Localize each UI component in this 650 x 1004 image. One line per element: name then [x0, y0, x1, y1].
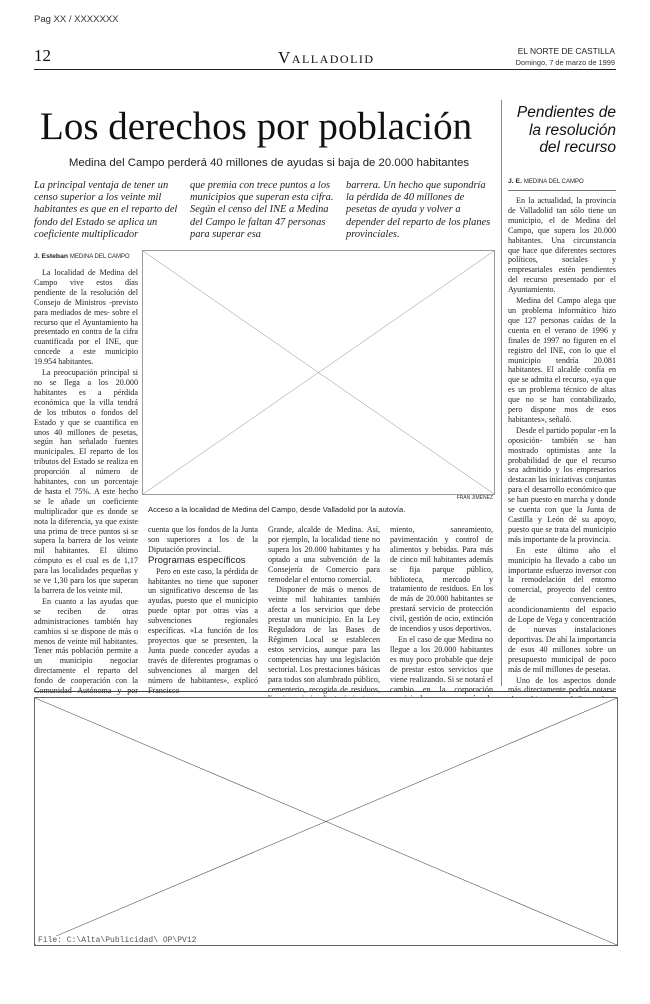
- lead-column-2: que premia con trece puntos a los municipios que superan esta cifra. Según el censo del INE a Medina del Campo le faltan 47 personas para superar esa: [190, 180, 334, 240]
- page-number: 12: [34, 46, 51, 65]
- body-paragraph: cuenta que los fondos de la Junta son superiores a los de la Diputación provincial.: [148, 525, 258, 554]
- body-paragraph: Disponer de más o menos de veinte mil habitantes también afecta a los servicios que debe prestar un municipio. En la Ley Reguladora de las Bases de Régimen Local se establecen estos servicios, aunque para las competencias hay una legislación sectorial. Los prestaciones básicas para todos son alumbrado público, cementerio, recogida de residuos,: [268, 585, 380, 694]
- section-title: Valladolid: [278, 48, 375, 67]
- photo-cross-icon: [143, 251, 494, 494]
- body-paragraph: Grande, alcalde de Medina. Así, por ejemplo, la localidad tiene no supera los 20.000 habitantes y ha optado a una subvención de la Consejería de Comercio para remodelar el entorno comercial.: [268, 525, 380, 584]
- photo-caption: Acceso a la localidad de Medina del Campo, desde Valladolid por la autovía.: [148, 505, 406, 514]
- sidebar-byline-place: MEDINA DEL CAMPO: [523, 179, 584, 185]
- body-paragraph: miento, saneamiento, pavimentación y control de alimentos y bebidas. Para más de cinco mil habitantes además se fija parque público, biblioteca, mercado y tratamiento de residuos. En los de más de 20.000 habitantes se prestará servicio de protección civil, gestión de ocio, extinción de incendios y usos deportivos.: [390, 525, 493, 634]
- headline: Los derechos por población: [40, 105, 473, 148]
- body-column-4: [390, 525, 493, 694]
- lead-column-3: barrera. Un hecho que supondría la pérdida de 40 millones de pesetas de ayuda y volver a depender del reparto de los planes provinciales.: [346, 180, 491, 240]
- sidebar-byline-rule: [508, 190, 616, 191]
- paper-date: Domingo, 7 de marzo de 1999: [515, 58, 615, 67]
- sidebar-paragraph: En la actualidad, la provincia de Valladolid tan sólo tiene un municipio, el de Medina del Campo, que supera los 20.000 habitantes. Una circunstancia que hace que diferentes sectores políticos, sociales y empresariales estén pendientes del recurso presentado por el Ayuntamiento.: [508, 196, 616, 295]
- main-byline-name: J. Esteban: [34, 253, 68, 260]
- ad-rule: [34, 691, 616, 692]
- sidebar-body: [508, 196, 617, 695]
- header-rule: [34, 69, 616, 70]
- body-column-3: [268, 525, 380, 694]
- sidebar-paragraph: En este último año el municipio ha llevado a cabo un importante esfuerzo inversor con la remodelación del entorno comercial, proyecto del centro de convenciones, acondicionamiento del espacio de Lope de Vega y concentración de nuevas instalaciones deportivas. De ahí la importancia de esos 40 millones sobre un presupuesto municipal de poco más de mil millones de pesetas.: [508, 545, 616, 674]
- ad-cross-icon: [35, 698, 617, 945]
- sidebar-divider: [501, 100, 502, 686]
- body-paragraph: La localidad de Medina del Campo vive estos días pendiente de la resolución del Consejo de Ministros -previsto para mediados de mes- sobre el recurso que el Ayuntamiento ha presentado en contra de la cifra cuantificada por el INE, que concede a este municipio 19.954 habitantes.: [34, 268, 138, 367]
- file-path: File: C:\Alta\Publicidad\ OP\PV12: [38, 936, 197, 945]
- sidebar-byline: [508, 178, 584, 185]
- lead-column-1: La principal ventaja de tener un censo superior a los veinte mil habitantes es que en el reparto del fondo del Estado se aplica un coeficiente multiplicador: [34, 180, 178, 240]
- body-column-2: [148, 525, 258, 695]
- sidebar-paragraph: Desde el partido popular -en la oposición- también se han mostrado optimistas ante la probabilidad de que el recurso sea admitido y los empresarios destacan las iniciativas conjuntas para el desarrollo económico que se han puesto en marcha y donde se cuenta con que la Junta de Castilla y León dé su apoyo, puesto que se trata del municipio más importante de la provincia.: [508, 425, 617, 544]
- body-paragraph: En cuanto a las ayudas que se reciben de otras administraciones también hay cambios si se dispone de más o menos de veinte mil habitantes. Tener más población permite a un municipio negociar directamente el reparto del fondo de cooperación con la Comunidad Autónoma y por: [34, 596, 138, 696]
- ad-placeholder: [34, 697, 618, 946]
- sidebar-byline-name: J. E.: [508, 178, 522, 185]
- main-byline: [34, 253, 130, 260]
- body-paragraph: Pero en este caso, la pérdida de habitantes no tiene que suponer un significativo descenso de las ayudas, puesto que el municipio puede optar por otras vías a subvenciones regionales específicas. «La función de los proyectos que se presenten, la Junta puede conceder ayudas a través de diferentes programas o subvenciones al margen del número de habitantes», explicó Francisco: [148, 566, 258, 695]
- subheadline: Medina del Campo perderá 40 millones de ayudas si baja de 20.000 habitantes: [68, 157, 470, 169]
- page-label: Pag XX / XXXXXXX: [34, 14, 119, 25]
- sidebar-headline: Pendientes de la resolución del recurso: [516, 104, 616, 156]
- main-photo-placeholder: [142, 250, 495, 495]
- body-paragraph: En el caso de que Medina no llegue a los 20.000 habitantes es muy poco probable que deje de prestar estos servicios que viene realizando. Si se notará el cambio en la corporación: [390, 634, 493, 694]
- body-column-1: [34, 268, 138, 696]
- body-paragraph: La preocupación principal si no se llega a los 20.000 habitantes es a pérdida económica que la villa tendrá de los tributos o fondos del Estado y que se cuantifica en unos 40 millones de pesetas, según han señalado fuentes municipales. El reparto de los tributos del Estado se realiza en proporción al número de habitantes, con un porcentaje de hasta el 75%. A este hecho se le añade un coeficiente multiplicador que es donde se nota la diferencia, ya que existe una prima de trece puntos si se supera la barrera de los veinte mil habitantes. El último cómputo es el cual es de 1,17 para las localidades pequeñas y se ve 1,30 para los que superan la barrera de los veinte mil.: [34, 368, 138, 595]
- main-byline-place: MEDINA DEL CAMPO: [69, 254, 130, 260]
- photo-credit: FRAN JIMÉNEZ: [456, 495, 493, 501]
- sidebar-paragraph: Uno de los aspectos donde más directamente podría notarse: [508, 675, 616, 695]
- sidebar-paragraph: Medina del Campo alega que un problema informático hizo que 127 personas caídas de la cuenta en el verano de 1996 y finales de 1997 no figuren en el registro del INE, con lo que el municipio tendría 20.081 habitantes. El alcalde confía en que se admita el recurso, «ya que es un problema técnico de altas que no se han contabilizado, pero dispone mos de esos habitantes», señaló.: [508, 296, 616, 424]
- subhead: Programas específicos: [148, 554, 246, 566]
- paper-name: EL NORTE DE CASTILLA: [517, 46, 615, 56]
